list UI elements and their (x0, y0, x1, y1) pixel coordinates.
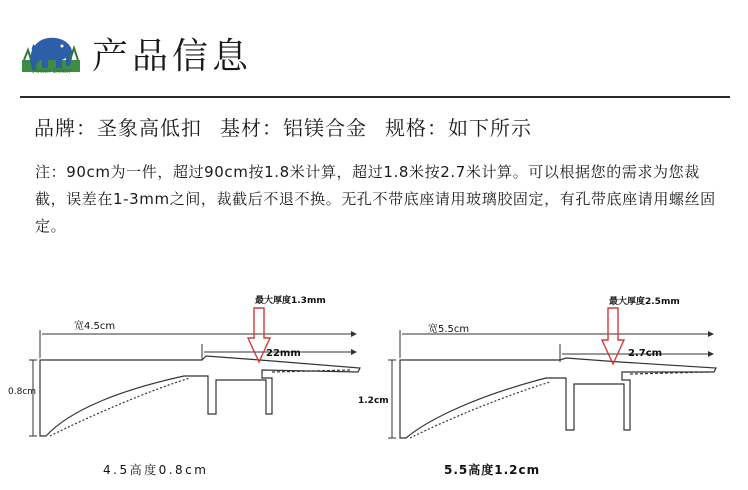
logo-text: Power Dekor (32, 68, 72, 75)
note-paragraph: 注：90cm为一件，超过90cm按1.8米计算，超过1.8米按2.7米计算。可以根据您的需求为您裁截，误差在1-3mm之间，裁截后不退不换。无孔不带底座请用玻璃胶固定，有孔带底座请用螺丝固定。 (35, 163, 716, 235)
diagram-caption-1: 4.5高度0.8cm (103, 463, 209, 477)
product-info-line (34, 112, 532, 141)
width-label-1: 宽4.5cm (74, 321, 116, 332)
profile-diagram-2 (358, 295, 716, 438)
brand-label: 品牌： (34, 116, 97, 140)
height-label-1: 0.8cm (8, 387, 37, 397)
material-label: 基材： (220, 116, 283, 140)
profile-diagram-1 (8, 294, 360, 436)
spec-value: 如下所示 (448, 116, 532, 140)
spec-label: 规格： (385, 116, 448, 140)
material-value: 铝镁合金 (283, 116, 367, 140)
height-label-2: 1.2cm (358, 396, 389, 406)
lip-label-2: 2.7cm (628, 348, 663, 359)
profile-diagrams (0, 280, 748, 490)
profile-outline-1 (40, 356, 360, 436)
diagram-caption-2: 5.5高度1.2cm (444, 463, 541, 477)
header-divider (20, 96, 730, 98)
thickness-label-2: 最大厚度2.5mm (609, 297, 680, 307)
profile-outline-2 (400, 358, 716, 438)
lip-label-1: 22mm (266, 348, 301, 359)
thickness-arrow-2 (602, 308, 624, 364)
width-label-2: 宽5.5cm (428, 324, 470, 335)
thickness-label-1: 最大厚度1.3mm (255, 296, 326, 306)
brand-value: 圣象高低扣 (97, 116, 202, 140)
page-title: 产品信息 (92, 36, 253, 77)
